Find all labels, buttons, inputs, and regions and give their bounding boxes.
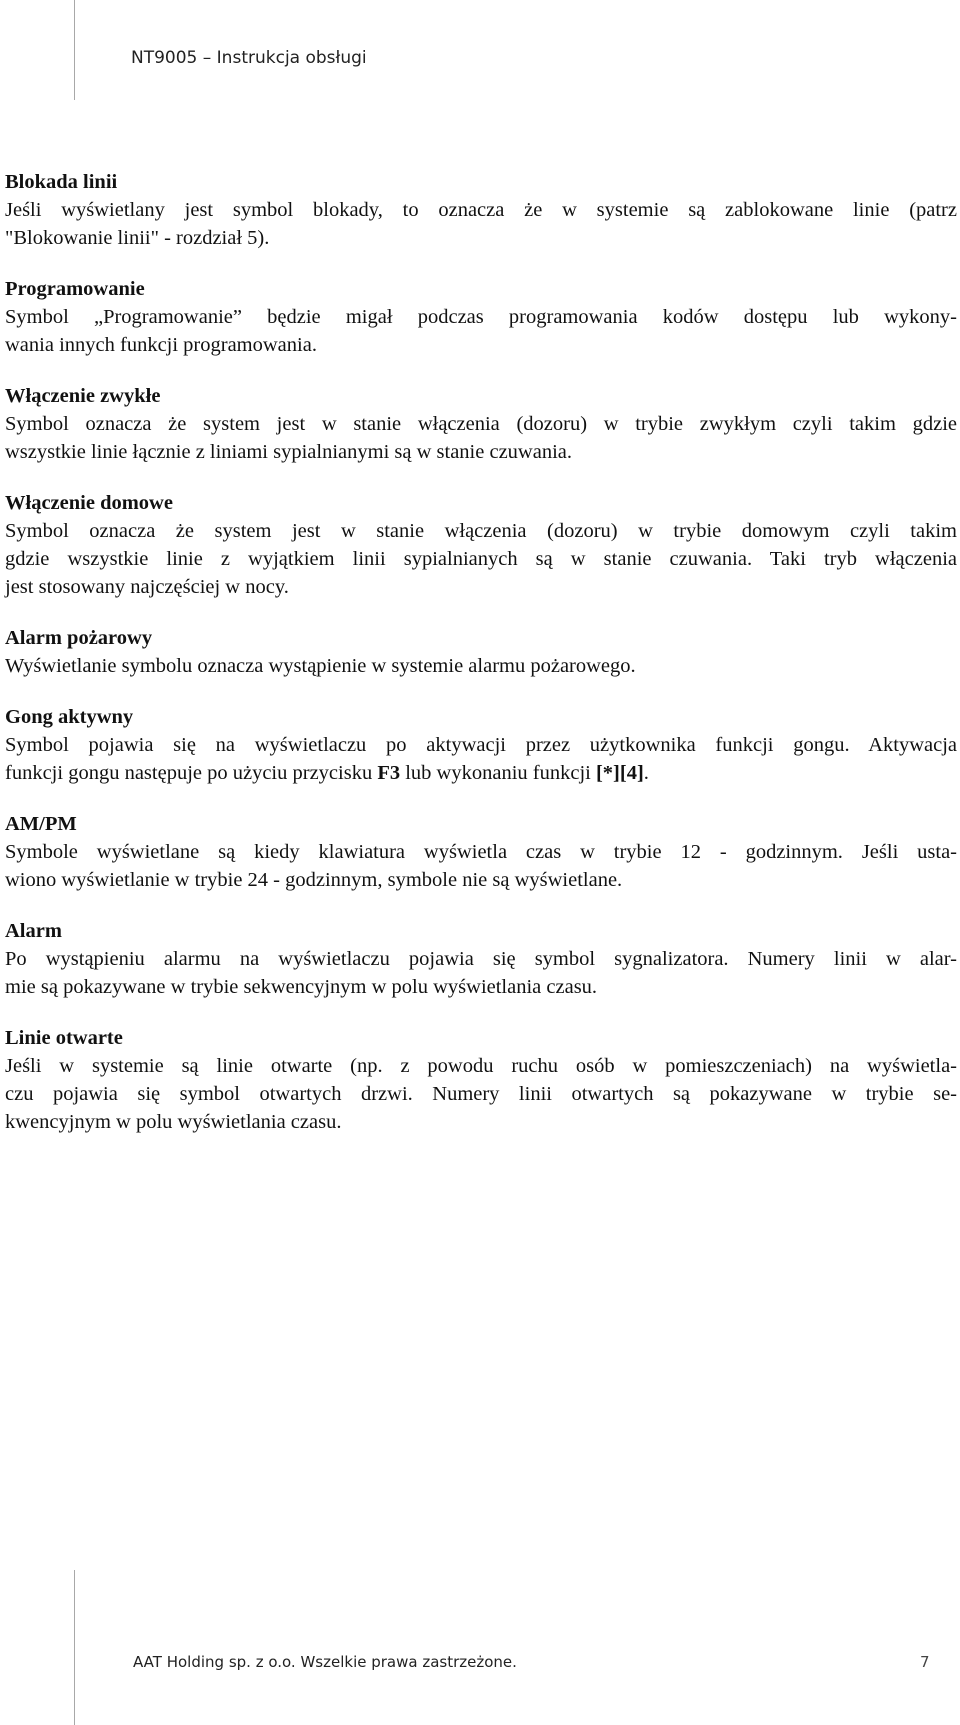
section-heading: Blokada linii [5,171,118,193]
section-text [5,196,957,252]
text-line: gdzie wszystkie linie z wyjątkiem linii sypialnianych są w stanie czuwania. Taki tryb włączenia [5,548,957,570]
text-line: Symbol pojawia się na wyświetlaczu po aktywacji przez użytkownika funkcji gongu. Aktywacja [5,734,957,756]
text-line: Symbol oznacza że system jest w stanie włączenia (dozoru) w trybie domowym czyli takim [5,520,957,542]
text-line: kwencyjnym w polu wyświetlania czasu. [5,1111,342,1133]
section-text [5,652,957,680]
section-heading: Alarm pożarowy [5,627,153,649]
section-text [5,410,957,466]
document-body [5,168,957,1159]
section-text [5,303,957,359]
text-line: Jeśli w systemie są linie otwarte (np. z powodu ruchu osób w pomieszczeniach) na wyświetla- [5,1055,957,1077]
section-blokada-linii [5,168,957,252]
section-wlaczenie-zwykle [5,382,957,466]
section-alarm [5,917,957,1001]
text-line: wania innych funkcji programowania. [5,334,317,356]
section-heading: Linie otwarte [5,1027,123,1049]
section-gong-aktywny [5,703,957,787]
section-text [5,945,957,1001]
text-line: Jeśli wyświetlany jest symbol blokady, to oznacza że w systemie są zablokowane linie (patrz [5,199,957,221]
header-divider [74,0,75,100]
section-text [5,1052,957,1136]
text-fragment: . [643,762,649,784]
text-line: jest stosowany najczęściej w nocy. [5,576,289,598]
footer-divider [74,1570,75,1725]
section-text [5,731,957,787]
section-alarm-pozarowy [5,624,957,680]
section-heading: Włączenie zwykłe [5,385,161,407]
text-line: wiono wyświetlanie w trybie 24 - godzinnym, symbole nie są wyświetlane. [5,869,623,891]
text-line: wszystkie linie łącznie z liniami sypialnianymi są w stanie czuwania. [5,441,572,463]
function-code: [*][4] [595,762,644,784]
section-heading: AM/PM [5,813,77,835]
page-header [0,0,960,100]
text-fragment: funkcji gongu następuje po użyciu przycisku [5,762,378,784]
copyright-notice: AAT Holding sp. z o.o. Wszelkie prawa zastrzeżone. [133,1653,517,1671]
section-heading: Alarm [5,920,62,942]
document-title: NT9005 – Instrukcja obsługi [131,48,367,68]
section-linie-otwarte [5,1024,957,1136]
text-line: Wyświetlanie symbolu oznacza wystąpienie w systemie alarmu pożarowego. [5,655,636,677]
text-line: Symbol oznacza że system jest w stanie włączenia (dozoru) w trybie zwykłym czyli takim gdzie [5,413,957,435]
section-wlaczenie-domowe [5,489,957,601]
page-number: 7 [920,1653,930,1671]
text-line: "Blokowanie linii" - rozdział 5). [5,227,270,249]
key-label: F3 [377,762,401,784]
section-text [5,838,957,894]
section-heading: Włączenie domowe [5,492,173,514]
text-line [5,759,957,787]
section-heading: Programowanie [5,278,145,300]
text-line: czu pojawia się symbol otwartych drzwi. Numery linii otwartych są pokazywane w trybie se- [5,1083,957,1105]
text-line: Symbole wyświetlane są kiedy klawiatura wyświetla czas w trybie 12 - godzinnym. Jeśli usta- [5,841,957,863]
page-footer [0,1570,960,1725]
section-programowanie [5,275,957,359]
text-line: Po wystąpieniu alarmu na wyświetlaczu pojawia się symbol sygnalizatora. Numery linii w alar- [5,948,957,970]
section-heading: Gong aktywny [5,706,134,728]
text-line: Symbol „Programowanie” będzie migał podczas programowania kodów dostępu lub wykony- [5,306,957,328]
section-text [5,517,957,601]
section-am-pm [5,810,957,894]
text-line: mie są pokazywane w trybie sekwencyjnym w polu wyświetlania czasu. [5,976,598,998]
text-fragment: lub wykonaniu funkcji [400,762,596,784]
